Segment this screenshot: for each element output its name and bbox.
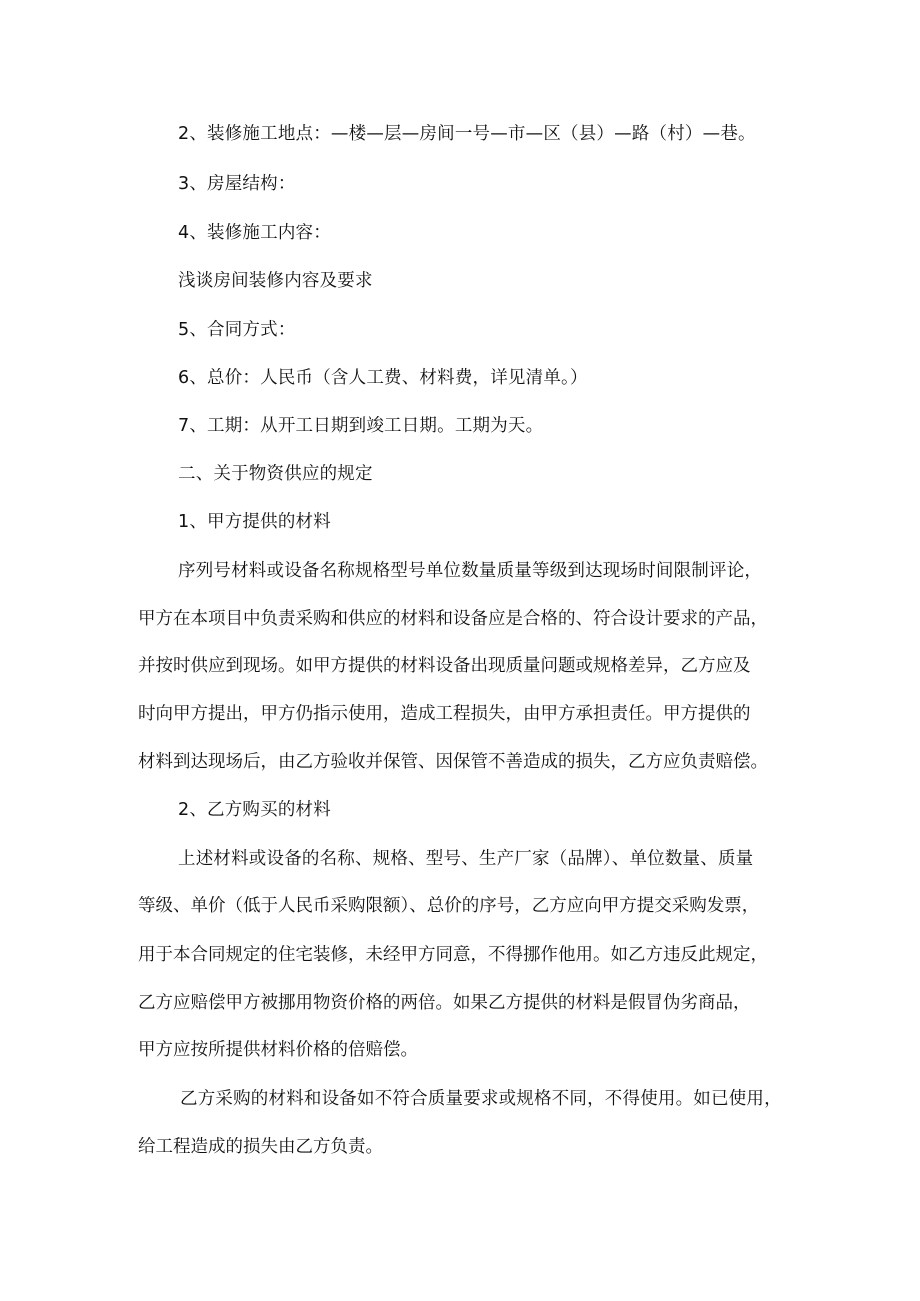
para1-line-5: 材料到达现场后，由乙方验收并保管、因保管不善造成的损失，乙方应负责赔偿。 xyxy=(138,752,768,772)
para2-line-4: 乙方应赔偿甲方被挪用物资价格的两倍。如果乙方提供的材料是假冒伪劣商品， xyxy=(138,993,751,1013)
subheading-party-b-materials: 2、乙方购买的材料 xyxy=(178,800,331,820)
item-construction-content: 4、装修施工内容： xyxy=(178,223,331,243)
para2-line-1: 上述材料或设备的名称、规格、型号、生产厂家（品牌）、单位数量、质量 xyxy=(178,849,754,869)
item-contract-method: 5、合同方式： xyxy=(178,320,296,340)
para3-line-1: 乙方采购的材料和设备如不符合质量要求或规格不同，不得使用。如已使用， xyxy=(180,1089,782,1109)
para1-line-3: 并按时供应到现场。如甲方提供的材料设备出现质量问题或规格差异，乙方应及 xyxy=(138,656,751,676)
para2-line-2: 等级、单价（低于人民币采购限额）、总价的序号，乙方应向甲方提交采购发票， xyxy=(138,896,760,916)
section-heading-material-supply: 二、关于物资供应的规定 xyxy=(178,464,373,484)
para1-line-4: 时向甲方提出，甲方仍指示使用，造成工程损失，由甲方承担责任。甲方提供的 xyxy=(138,704,751,724)
para1-line-2: 甲方在本项目中负责采购和供应的材料和设备应是合格的、符合设计要求的产品， xyxy=(138,609,768,629)
item-house-structure: 3、房屋结构： xyxy=(178,174,296,194)
content-requirements-line: 浅谈房间装修内容及要求 xyxy=(178,271,373,291)
subheading-party-a-materials: 1、甲方提供的材料 xyxy=(178,512,331,532)
para2-line-5: 甲方应按所提供材料价格的倍赔偿。 xyxy=(138,1040,418,1060)
para1-line-1: 序列号材料或设备名称规格型号单位数量质量等级到达现场时间限制评论， xyxy=(178,561,763,581)
para3-line-2: 给工程造成的损失由乙方负责。 xyxy=(138,1137,383,1157)
item-construction-period: 7、工期：从开工日期到竣工日期。工期为天。 xyxy=(178,416,544,436)
para2-line-3: 用于本合同规定的住宅装修，未经甲方同意，不得挪作他用。如乙方违反此规定， xyxy=(138,945,768,965)
item-construction-location: 2、装修施工地点：—楼—层—房间一号—市—区（县）—路（村）—巷。 xyxy=(178,124,756,144)
item-total-price: 6、总价：人民币（含人工费、材料费，详见清单。） xyxy=(178,368,588,388)
